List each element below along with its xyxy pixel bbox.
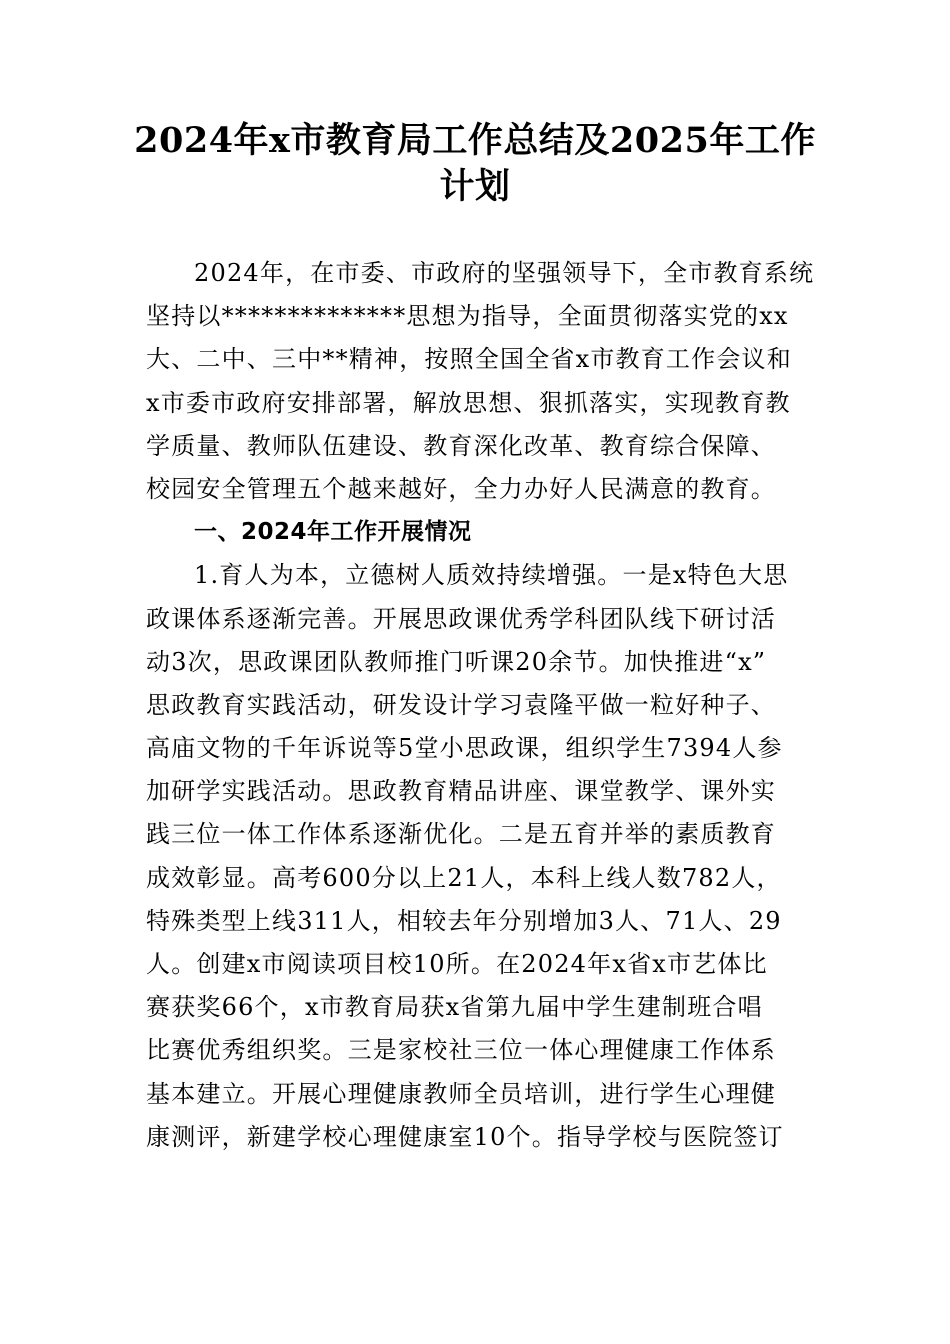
section1-paragraph [146, 554, 816, 1159]
text-line: 高庙文物的千年诉说等5堂小思政课，组织学生7394人参 [146, 734, 783, 763]
text-line: 动3次，思政课团队教师推门听课20余节。加快推进“x” [146, 647, 767, 676]
text-line: 成效彰显。高考600分以上21人，本科上线人数782人， [146, 863, 782, 892]
text-line: 基本建立。开展心理健康教师全员培训，进行学生心理健 [146, 1079, 776, 1108]
text-line: 思政教育实践活动，研发设计学习袁隆平做一粒好种子、 [146, 690, 776, 719]
text-line: 2024年，在市委、市政府的坚强领导下，全市教育系统 [194, 259, 815, 287]
text-line: 政课体系逐渐完善。开展思政课优秀学科团队线下研讨活 [146, 604, 776, 633]
text-line: 坚持以**************思想为指导，全面贯彻落实党的xx [146, 302, 789, 331]
text-line: 学质量、教师队伍建设、教育深化改革、教育综合保障、 [146, 431, 776, 460]
title-line: 2024年x市教育局工作总结及2025年工作 [134, 120, 816, 161]
text-line: 赛获奖66个，x市教育局获x省第九届中学生建制班合唱 [146, 993, 763, 1022]
section-heading: 一、2024年工作开展情况 [194, 519, 472, 546]
text-line: 比赛优秀组织奖。三是家校社三位一体心理健康工作体系 [146, 1036, 776, 1065]
text-line: 加研学实践活动。思政教育精品讲座、课堂教学、课外实 [146, 777, 776, 806]
text-line: 大、二中、三中**精神，按照全国全省x市教育工作会议和 [146, 345, 792, 374]
text-line: 康测评，新建学校心理健康室10个。指导学校与医院签订 [146, 1122, 784, 1151]
text-line: 践三位一体工作体系逐渐优化。二是五育并举的素质教育 [146, 820, 776, 849]
text-line: x市委市政府安排部署，解放思想、狠抓落实，实现教育教 [146, 388, 791, 417]
title-line: 计划 [439, 166, 511, 207]
intro-paragraph [146, 252, 816, 511]
text-line: 校园安全管理五个越来越好，全力办好人民满意的教育。 [146, 474, 776, 503]
document-body [146, 252, 816, 1159]
text-line: 1.育人为本，立德树人质效持续增强。一是x特色大思 [194, 561, 789, 590]
document-title [120, 118, 830, 210]
text-line: 特殊类型上线311人，相较去年分别增加3人、71人、29 [146, 906, 782, 935]
text-line: 人。创建x市阅读项目校10所。在2024年x省x市艺体比 [146, 950, 768, 978]
